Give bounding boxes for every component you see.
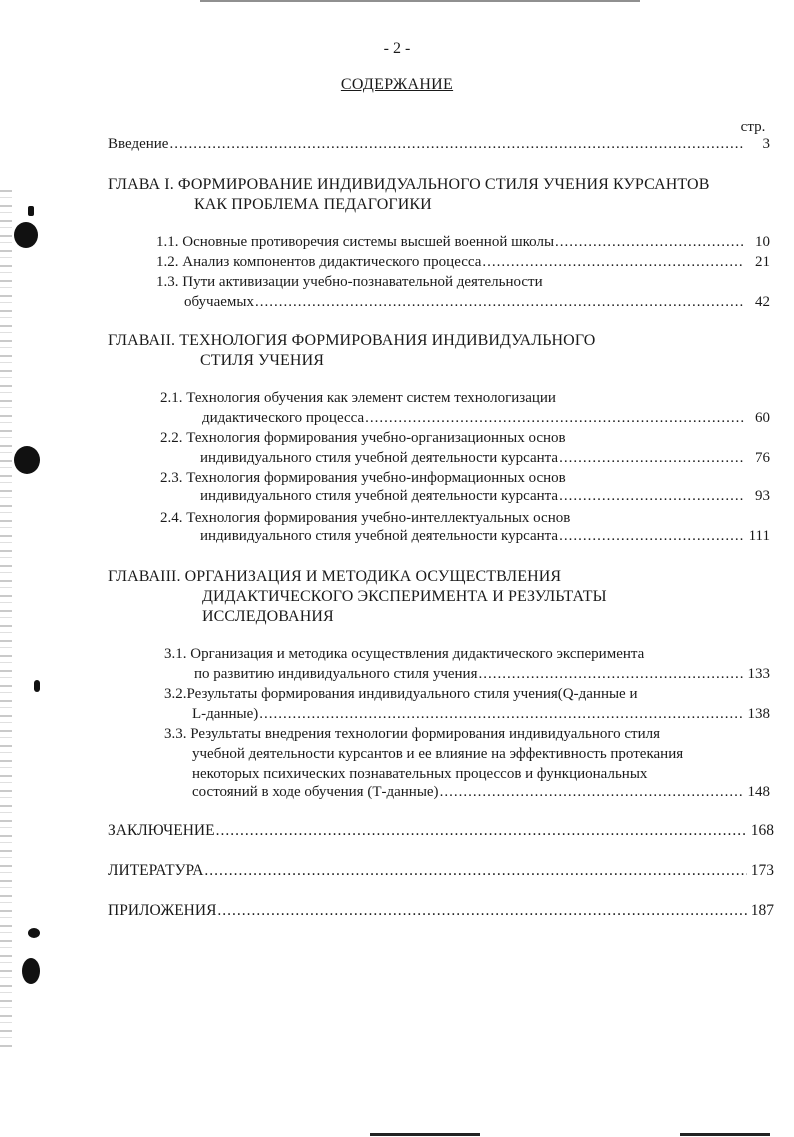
toc-entry-page: 148 bbox=[747, 784, 770, 800]
chapter-3-heading-cont: ДИДАКТИЧЕСКОГО ЭКСПЕРИМЕНТА И РЕЗУЛЬТАТЫ bbox=[202, 588, 607, 605]
toc-entry-label: индивидуального стиля учебной деятельности курсанта bbox=[200, 450, 559, 466]
toc-entry-label: индивидуального стиля учебной деятельности курсанта bbox=[200, 528, 559, 544]
toc-entry-1-3[interactable]: 1.3. Пути активизации учебно-познавательной деятельности bbox=[156, 274, 543, 290]
toc-entry-label: 1.2. Анализ компонентов дидактического процесса bbox=[156, 254, 482, 270]
toc-entry-1-1[interactable] bbox=[156, 234, 770, 254]
toc-entry-literature[interactable] bbox=[108, 862, 774, 882]
toc-entry-label: состояний в ходе обучения (Т-данные) bbox=[192, 784, 439, 800]
toc-entry-3-2-cont[interactable] bbox=[192, 706, 770, 726]
toc-entry-2-2[interactable]: 2.2. Технология формирования учебно-организационных основ bbox=[160, 430, 566, 446]
toc-entry-label: 1.1. Основные противоречия системы высшей военной школы bbox=[156, 234, 555, 250]
leader-dots bbox=[440, 784, 744, 801]
leader-dots bbox=[559, 528, 744, 545]
leader-dots bbox=[478, 666, 743, 683]
toc-entry-label: ПРИЛОЖЕНИЯ bbox=[108, 902, 217, 919]
chapter-2-heading[interactable]: ГЛАВАII. ТЕХНОЛОГИЯ ФОРМИРОВАНИЯ ИНДИВИДУАЛЬНОГО bbox=[108, 332, 596, 349]
toc-entry-page: 133 bbox=[747, 666, 770, 682]
toc-entry-label: ЛИТЕРАТУРА bbox=[108, 862, 204, 879]
toc-entry-page: 3 bbox=[762, 136, 770, 152]
toc-entry-2-4[interactable]: 2.4. Технология формирования учебно-интеллектуальных основ bbox=[160, 510, 571, 526]
chapter-1-heading[interactable]: ГЛАВА I. ФОРМИРОВАНИЕ ИНДИВИДУАЛЬНОГО СТИЛЯ УЧЕНИЯ КУРСАНТОВ bbox=[108, 176, 710, 193]
binding-hole-mark bbox=[22, 958, 40, 984]
binding-hole-mark bbox=[14, 222, 38, 248]
toc-entry-label: дидактического процесса bbox=[202, 410, 365, 426]
toc-entry-page: 21 bbox=[755, 254, 770, 270]
scan-bottom-artifact bbox=[370, 1133, 480, 1136]
leader-dots bbox=[559, 488, 744, 505]
page-column-label: стр. bbox=[740, 119, 766, 135]
toc-entry-label: индивидуального стиля учебной деятельности курсанта bbox=[200, 488, 559, 504]
toc-entry-label: L-данные) bbox=[192, 706, 259, 722]
toc-entry-page: 138 bbox=[747, 706, 770, 722]
leader-dots bbox=[365, 410, 744, 427]
toc-entry-2-3[interactable]: 2.3. Технология формирования учебно-информационных основ bbox=[160, 470, 566, 486]
toc-entry-page: 187 bbox=[750, 902, 774, 919]
toc-entry-page: 111 bbox=[748, 528, 770, 544]
toc-entry-2-4-cont[interactable] bbox=[200, 528, 770, 548]
toc-entry-3-2[interactable]: 3.2.Результаты формирования индивидуального стиля учения(Q-данные и bbox=[164, 686, 638, 702]
chapter-3-heading-cont: ИССЛЕДОВАНИЯ bbox=[202, 608, 334, 625]
toc-entry-1-2[interactable] bbox=[156, 254, 770, 274]
page-number: - 2 - bbox=[383, 40, 411, 57]
scan-top-artifact bbox=[200, 0, 640, 2]
leader-dots bbox=[482, 254, 744, 271]
toc-entry-2-2-cont[interactable] bbox=[200, 450, 770, 470]
toc-entry-1-3-cont[interactable] bbox=[184, 294, 770, 314]
toc-entry-label: ЗАКЛЮЧЕНИЕ bbox=[108, 822, 215, 839]
toc-entry-page: 168 bbox=[750, 822, 774, 839]
toc-entry-3-1-cont[interactable] bbox=[194, 666, 770, 686]
scan-speck bbox=[28, 928, 40, 938]
scan-speck bbox=[28, 206, 34, 216]
toc-entry-page: 10 bbox=[755, 234, 770, 250]
toc-entry-intro[interactable] bbox=[108, 136, 770, 156]
toc-entry-3-1[interactable]: 3.1. Организация и методика осуществления дидактического эксперимента bbox=[164, 646, 645, 662]
toc-entry-label: по развитию индивидуального стиля учения bbox=[194, 666, 478, 682]
toc-entry-conclusion[interactable] bbox=[108, 822, 774, 842]
toc-entry-2-3-cont[interactable] bbox=[200, 488, 770, 508]
toc-entry-page: 42 bbox=[755, 294, 770, 310]
toc-entry-appendices[interactable] bbox=[108, 902, 774, 922]
toc-entry-3-3-last[interactable] bbox=[192, 784, 770, 804]
leader-dots bbox=[255, 294, 744, 311]
toc-entry-page: 60 bbox=[755, 410, 770, 426]
toc-entry-page: 173 bbox=[750, 862, 774, 879]
toc-entry-page: 93 bbox=[755, 488, 770, 504]
leader-dots bbox=[217, 902, 746, 920]
binding-hole-mark bbox=[14, 446, 40, 474]
leader-dots bbox=[259, 706, 743, 723]
scan-edge-shadow bbox=[0, 190, 12, 1050]
leader-dots bbox=[216, 822, 747, 840]
leader-dots bbox=[555, 234, 744, 251]
toc-entry-2-1-cont[interactable] bbox=[202, 410, 770, 430]
leader-dots bbox=[559, 450, 744, 467]
scan-speck bbox=[34, 680, 40, 692]
scan-bottom-artifact bbox=[680, 1133, 770, 1136]
toc-entry-page: 76 bbox=[755, 450, 770, 466]
toc-entry-label: обучаемых bbox=[184, 294, 254, 310]
chapter-2-heading-cont: СТИЛЯ УЧЕНИЯ bbox=[200, 352, 325, 369]
chapter-1-heading-cont: КАК ПРОБЛЕМА ПЕДАГОГИКИ bbox=[194, 196, 432, 213]
page-title: СОДЕРЖАНИЕ bbox=[340, 76, 454, 93]
toc-entry-3-3-cont: некоторых психических познавательных процессов и функциональных bbox=[192, 766, 648, 782]
toc-entry-3-3-cont: учебной деятельности курсантов и ее влияние на эффективность протекания bbox=[192, 746, 684, 762]
chapter-3-heading[interactable]: ГЛАВАIII. ОРГАНИЗАЦИЯ И МЕТОДИКА ОСУЩЕСТВЛЕНИЯ bbox=[108, 568, 562, 585]
toc-entry-3-3[interactable]: 3.3. Результаты внедрения технологии формирования индивидуального стиля bbox=[164, 726, 660, 742]
toc-entry-label: Введение bbox=[108, 136, 169, 152]
leader-dots bbox=[204, 862, 746, 880]
toc-entry-2-1[interactable]: 2.1. Технология обучения как элемент систем технологизации bbox=[160, 390, 556, 406]
leader-dots bbox=[169, 136, 744, 153]
